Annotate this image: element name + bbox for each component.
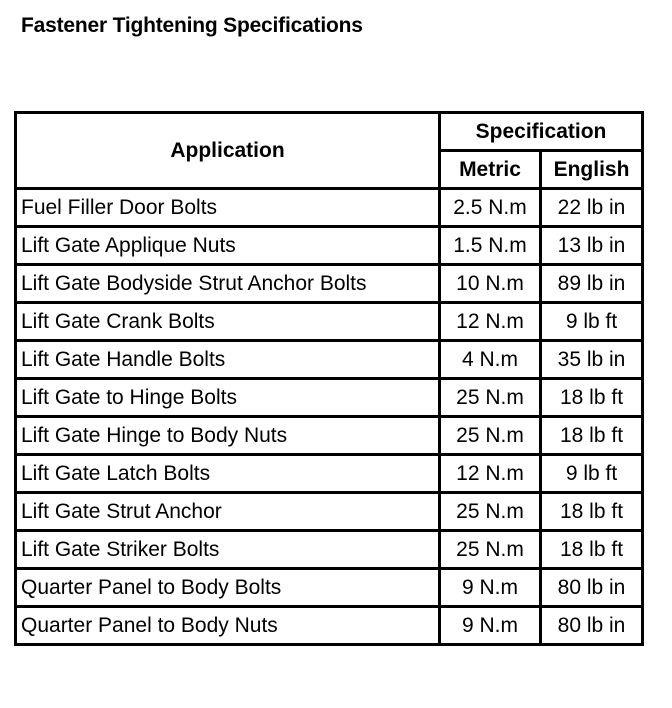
cell-application: Lift Gate Striker Bolts <box>16 531 440 569</box>
table-row <box>16 379 643 417</box>
table-header <box>16 113 643 189</box>
cell-application: Lift Gate to Hinge Bolts <box>16 379 440 417</box>
header-row-top <box>16 113 643 151</box>
cell-english: 89 lb in <box>541 265 643 303</box>
header-application: Application <box>16 113 440 189</box>
cell-metric: 2.5 N.m <box>440 189 541 227</box>
table-body <box>16 189 643 645</box>
cell-metric: 25 N.m <box>440 417 541 455</box>
cell-english: 35 lb in <box>541 341 643 379</box>
table-row <box>16 455 643 493</box>
table-row <box>16 265 643 303</box>
cell-metric: 4 N.m <box>440 341 541 379</box>
cell-application: Lift Gate Applique Nuts <box>16 227 440 265</box>
cell-metric: 12 N.m <box>440 455 541 493</box>
header-specification: Specification <box>440 113 643 151</box>
document-title: Fastener Tightening Specifications <box>21 14 363 37</box>
cell-english: 18 lb ft <box>541 493 643 531</box>
cell-english: 9 lb ft <box>541 455 643 493</box>
cell-metric: 1.5 N.m <box>440 227 541 265</box>
cell-metric: 25 N.m <box>440 493 541 531</box>
table-row <box>16 303 643 341</box>
table-row <box>16 417 643 455</box>
cell-english: 18 lb ft <box>541 379 643 417</box>
table-row <box>16 189 643 227</box>
cell-metric: 25 N.m <box>440 379 541 417</box>
header-metric: Metric <box>440 151 541 189</box>
cell-english: 18 lb ft <box>541 531 643 569</box>
cell-application: Quarter Panel to Body Nuts <box>16 607 440 645</box>
cell-metric: 25 N.m <box>440 531 541 569</box>
cell-english: 80 lb in <box>541 569 643 607</box>
cell-metric: 12 N.m <box>440 303 541 341</box>
cell-metric: 10 N.m <box>440 265 541 303</box>
cell-english: 9 lb ft <box>541 303 643 341</box>
cell-metric: 9 N.m <box>440 607 541 645</box>
cell-application: Lift Gate Hinge to Body Nuts <box>16 417 440 455</box>
cell-english: 18 lb ft <box>541 417 643 455</box>
table-row <box>16 531 643 569</box>
cell-metric: 9 N.m <box>440 569 541 607</box>
table-row <box>16 607 643 645</box>
cell-application: Lift Gate Crank Bolts <box>16 303 440 341</box>
table-row <box>16 341 643 379</box>
table-row <box>16 569 643 607</box>
cell-application: Lift Gate Handle Bolts <box>16 341 440 379</box>
cell-application: Lift Gate Bodyside Strut Anchor Bolts <box>16 265 440 303</box>
cell-english: 13 lb in <box>541 227 643 265</box>
fastener-spec-table <box>14 111 644 646</box>
cell-english: 80 lb in <box>541 607 643 645</box>
cell-english: 22 lb in <box>541 189 643 227</box>
cell-application: Lift Gate Strut Anchor <box>16 493 440 531</box>
cell-application: Fuel Filler Door Bolts <box>16 189 440 227</box>
header-english: English <box>541 151 643 189</box>
table-row <box>16 227 643 265</box>
cell-application: Quarter Panel to Body Bolts <box>16 569 440 607</box>
table-row <box>16 493 643 531</box>
cell-application: Lift Gate Latch Bolts <box>16 455 440 493</box>
